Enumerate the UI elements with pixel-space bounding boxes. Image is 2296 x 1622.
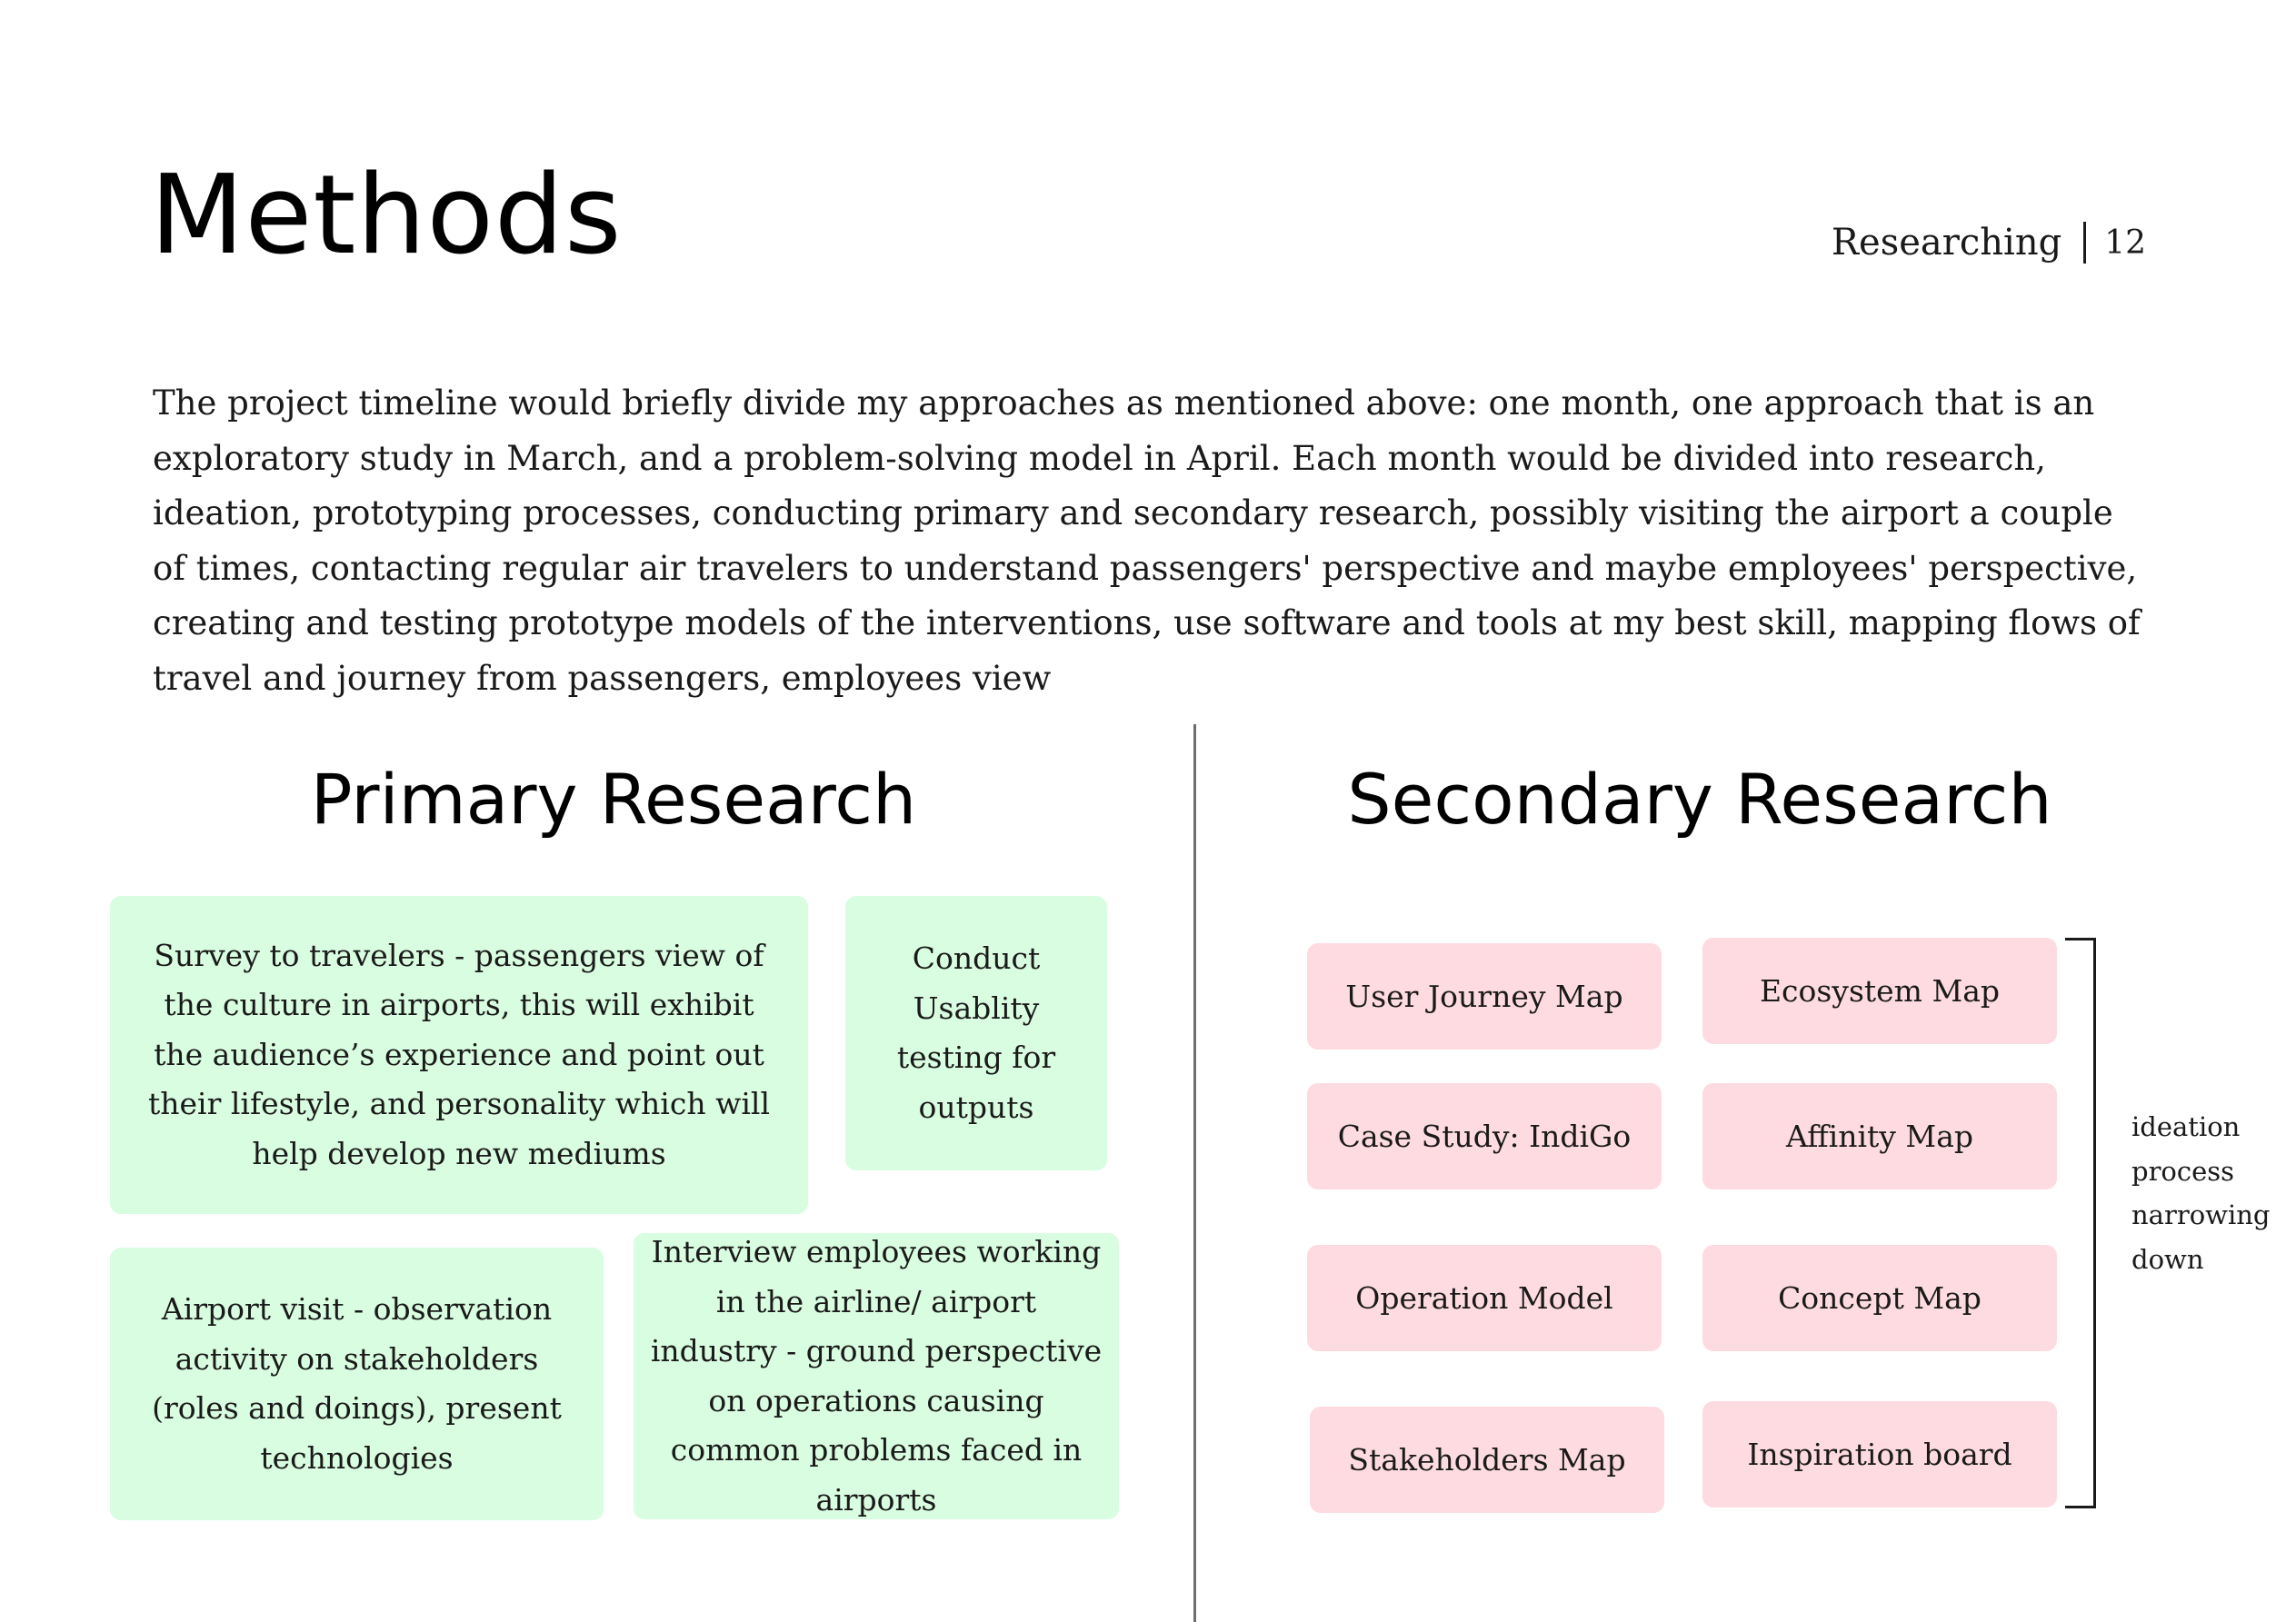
ecosystem-map-box: Ecosystem Map <box>1702 938 2057 1044</box>
section-divider <box>2083 222 2086 264</box>
airport-visit-box: Airport visit - observation activity on stakeholders (roles and doings), present technologies <box>110 1248 604 1520</box>
case-study-box: Case Study: IndiGo <box>1307 1083 1662 1189</box>
column-divider <box>1193 724 1196 1622</box>
bracket-label: ideation process narrowing down <box>2131 1111 2271 1275</box>
affinity-map-box: Affinity Map <box>1702 1083 2057 1189</box>
page-title: Methods <box>150 153 623 279</box>
concept-map-box: Concept Map <box>1702 1245 2057 1351</box>
user-journey-map-box: User Journey Map <box>1307 943 1662 1050</box>
inspiration-board-box: Inspiration board <box>1702 1401 2057 1508</box>
section-name: Researching <box>1831 222 2062 264</box>
interview-box: Interview employees working in the airline/ airport industry - ground perspective on operations causing common problems faced in airports <box>634 1233 1119 1519</box>
usability-testing-box: Conduct Usablity testing for outputs <box>845 896 1107 1170</box>
section-marker <box>1832 216 2146 269</box>
intro-paragraph: The project timeline would briefly divide my approaches as mentioned above: one month, one approach that is an exploratory study in March, and a problem-solving model in April. Each month would be divided into research, ideation, prototyping processes, conducting primary and secondary research, possibly visiting the airport a couple of times, contacting regular air travelers to understand passengers' perspective and maybe employees' perspective, creating and testing prototype models of the interventions, use software and tools at my best skill, mapping flows of travel and journey from passengers, employees view <box>153 383 2141 698</box>
primary-research-heading: Primary Research <box>310 759 917 840</box>
grouping-bracket <box>2065 938 2096 1508</box>
survey-box: Survey to travelers - passengers view of the culture in airports, this will exhibit the audience’s experience and point out their lifestyle, and personality which will help develop new mediums <box>110 896 808 1214</box>
page-number: 12 <box>2104 224 2146 262</box>
operation-model-box: Operation Model <box>1307 1245 1662 1351</box>
secondary-research-heading: Secondary Research <box>1347 759 2052 840</box>
stakeholders-map-box: Stakeholders Map <box>1310 1407 1664 1513</box>
